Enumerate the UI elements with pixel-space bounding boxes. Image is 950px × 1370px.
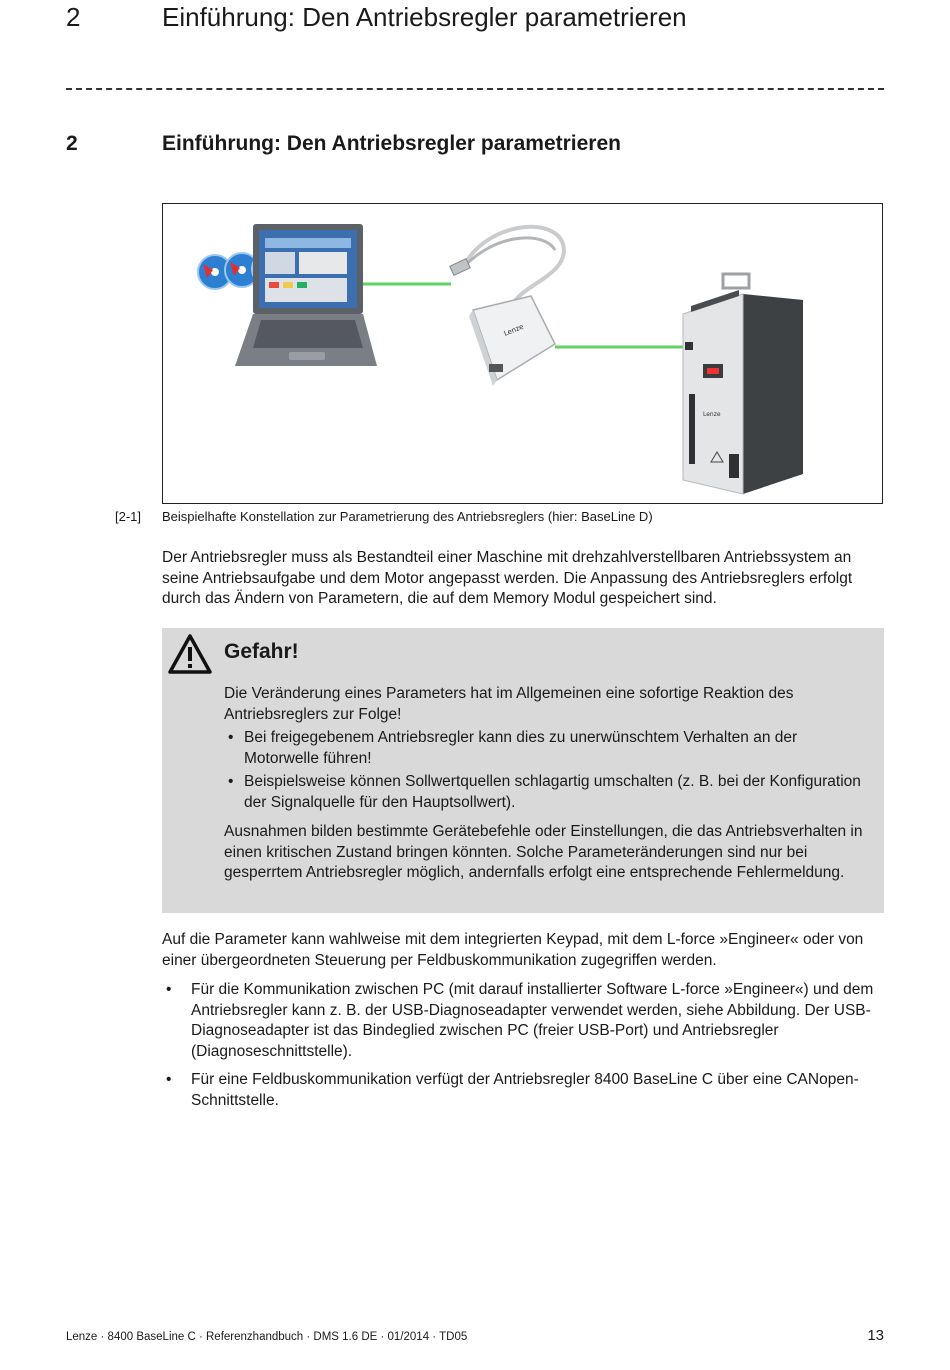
drive-controller-icon <box>683 274 803 494</box>
list-item <box>162 1070 887 1111</box>
drive-brand-label: Lenze <box>703 411 721 418</box>
danger-title: Gefahr! <box>224 640 299 663</box>
figure-caption: Beispielhafte Konstellation zur Parametrierung des Antriebsreglers (hier: BaseLine D) <box>162 509 653 524</box>
running-header-title: Einführung: Den Antriebsregler parametrieren <box>162 2 687 32</box>
figure-number: [2-1] <box>115 509 142 524</box>
warning-triangle-icon <box>166 632 214 676</box>
access-paragraph: Auf die Parameter kann wahlweise mit dem integrierten Keypad, mit dem L-force »Engineer« oder von einer übergeordneten Steuerung per Feldbuskommunikation zugegriffen werden. <box>162 931 864 969</box>
figure-parametrization-setup <box>162 203 883 504</box>
list-item <box>162 980 887 1062</box>
danger-exception-text: Ausnahmen bilden bestimmte Gerätebefehle oder Einstellungen, die das Antriebsverhalten in einen kritischen Zustand bringen könnten. Solche Parameteränderungen sind nur bei gesperrtem Antriebsregler möglich, andernfalls erfolgt eine entsprechende Fehlermeldung. <box>224 823 863 881</box>
page-number: 13 <box>867 1327 884 1344</box>
danger-bullet-text: Bei freigegebenem Antriebsregler kann dies zu unerwünschtem Verhalten an der Motorwelle führen! <box>244 729 798 767</box>
laptop-icon <box>235 224 377 366</box>
bullet-marker: • <box>228 729 234 746</box>
list-item-text: Für die Kommunikation zwischen PC (mit darauf installierter Software L-force »Engineer«) und dem Antriebsregler kann z. B. der USB-Diagnoseadapter verwendet werden, siehe Abbildung. Der USB-Diagnoseadapter ist das Bindeglied zwischen PC (freier USB-Port) und Antriebsregler (Diagnoseschnittstelle). <box>191 981 874 1060</box>
header-divider <box>66 88 884 90</box>
danger-bullet-text: Beispielsweise können Sollwertquellen schlagartig umschalten (z. B. bei der Konfiguration der Signalquelle für den Hauptsollwert). <box>244 773 861 811</box>
danger-bullet-item <box>224 728 864 769</box>
danger-box <box>162 628 884 913</box>
danger-text: Die Veränderung eines Parameters hat im Allgemeinen eine sofortige Reaktion des Antriebsreglers zur Folge! <box>224 685 794 723</box>
bullet-marker: • <box>166 981 172 998</box>
section-number: 2 <box>66 132 78 155</box>
list-item-text: Für eine Feldbuskommunikation verfügt der Antriebsregler 8400 BaseLine C über eine CANopen-Schnittstelle. <box>191 1071 859 1109</box>
running-header-chapter-number: 2 <box>66 2 81 32</box>
adapter-brand-label: Lenze <box>502 322 525 338</box>
bullet-marker: • <box>228 773 234 790</box>
page-footer: Lenze · 8400 BaseLine C · Referenzhandbuch · DMS 1.6 DE · 01/2014 · TD05 <box>66 1331 468 1343</box>
usb-diagnose-adapter-icon <box>450 227 564 386</box>
intro-paragraph: Der Antriebsregler muss als Bestandteil einer Maschine mit drehzahlverstellbaren Antriebssystem an seine Antriebsaufgabe und dem Motor angepasst werden. Die Anpassung des Antriebsreglers erfolgt durch das Ändern von Parametern, die auf dem Memory Modul gespeichert sind. <box>162 549 853 607</box>
section-title: Einführung: Den Antriebsregler parametrieren <box>162 132 621 155</box>
figure-illustration <box>163 204 884 505</box>
bullet-marker: • <box>166 1071 172 1088</box>
danger-bullet-item <box>224 772 864 813</box>
